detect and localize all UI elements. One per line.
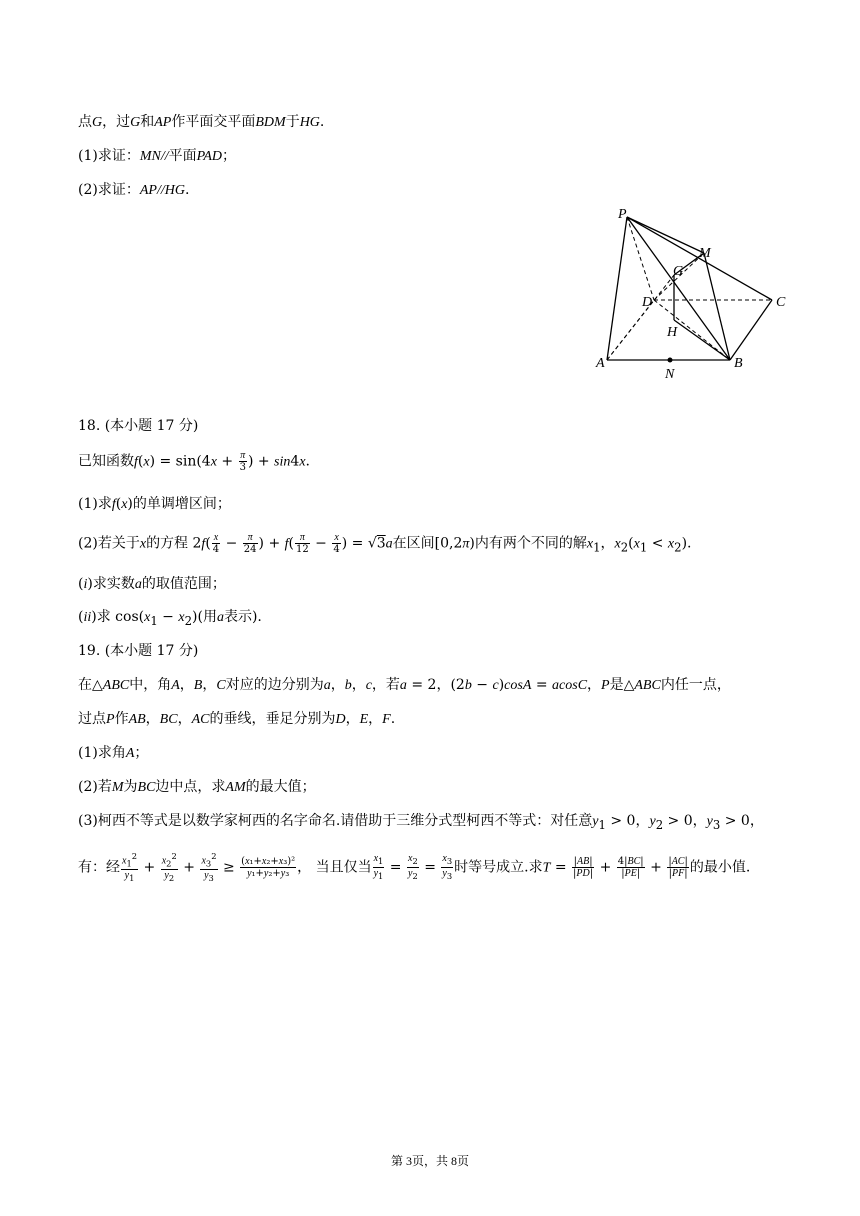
q18-part2-ii: (ii)求 $\cos(x_1 - x_2)$(用a表示). [78,609,262,628]
q19-header: 19. (本小题 17 分) [78,643,199,659]
label-a: A [596,356,605,371]
q19-line1: 在△ABC中，角A，B，C对应的边分别为a，b，c，若a = 2，(2b − c)cosA = acosC，P是△ABC内任一点， [78,677,731,693]
q18-part2: (2)若关于x的方程 2f( $\frac{x}{4}$ − $\frac{\pi}{24}$ ) + f( $\frac{\pi}{12}$ − $\frac{x}{4}$ ) = √3a在区间[0,2π)内有两个不同的解$x_1$，$x_2(x_1 < x_2)$. [78,532,692,555]
label-h: H [667,325,678,340]
q19-part2: (2)若M为BC边中点，求AM的最大值； [78,779,316,795]
point-n-dot [668,358,673,363]
q17-line-1: 点G，过G和AP作平面交平面BDM于HG. [78,114,325,130]
label-g: G [673,264,684,279]
label-m: M [699,246,711,261]
q18-intro: 已知函数f(x) = sin(4x + $\frac{\pi}{3}$ ) + sin4x. [78,450,310,473]
label-b: B [734,356,743,371]
q18-part1: (1)求f(x)的单调增区间； [78,496,231,512]
label-d: D [642,295,653,310]
q17-part1: (1)求证：MN//平面PAD； [78,148,237,164]
q18-part2-i: (i)求实数a的取值范围； [78,576,226,592]
q18-header: 18. (本小题 17 分) [78,418,199,434]
label-n: N [665,367,675,380]
label-c: C [776,295,786,310]
q19-part3-formula: 有：经 $\frac{x_1^2}{y_1}$ + $\frac{x_2^2}{y_2}$ + $\frac{x_3^2}{y_3}$ ≥ $\frac{\text{(x₁+x₂+x₃)²}}{\text{y₁+y₂+y₃}}$ ， 当且仅当 $\frac{x_1}{y_1}$ = $\frac{x_2}{y_2}$ = $\frac{x_3}{y_3}$ 时等号成立.求T = $\frac{|AB|}{|PD|}$ + $\frac{4|BC|}{|PE|}$ + $\frac{|AC|}{|PF|}$ 的最小值. [78,851,751,884]
label-p: P [618,207,627,222]
page-footer: 第 3页，共 8页 [390,1154,469,1168]
q19-line2: 过点P作AB，BC，AC的垂线，垂足分别为D，E，F. [78,711,396,727]
q17-part2: (2)求证：AP//HG. [78,182,190,198]
q19-part1: (1)求角A； [78,745,149,761]
pyramid-figure [592,205,802,380]
q19-part3: (3)柯西不等式是以数学家柯西的名字命名.请借助于三维分式型柯西不等式：对任意$y_1 > 0$，$y_2 > 0$，$y_3 > 0$， [78,813,764,832]
